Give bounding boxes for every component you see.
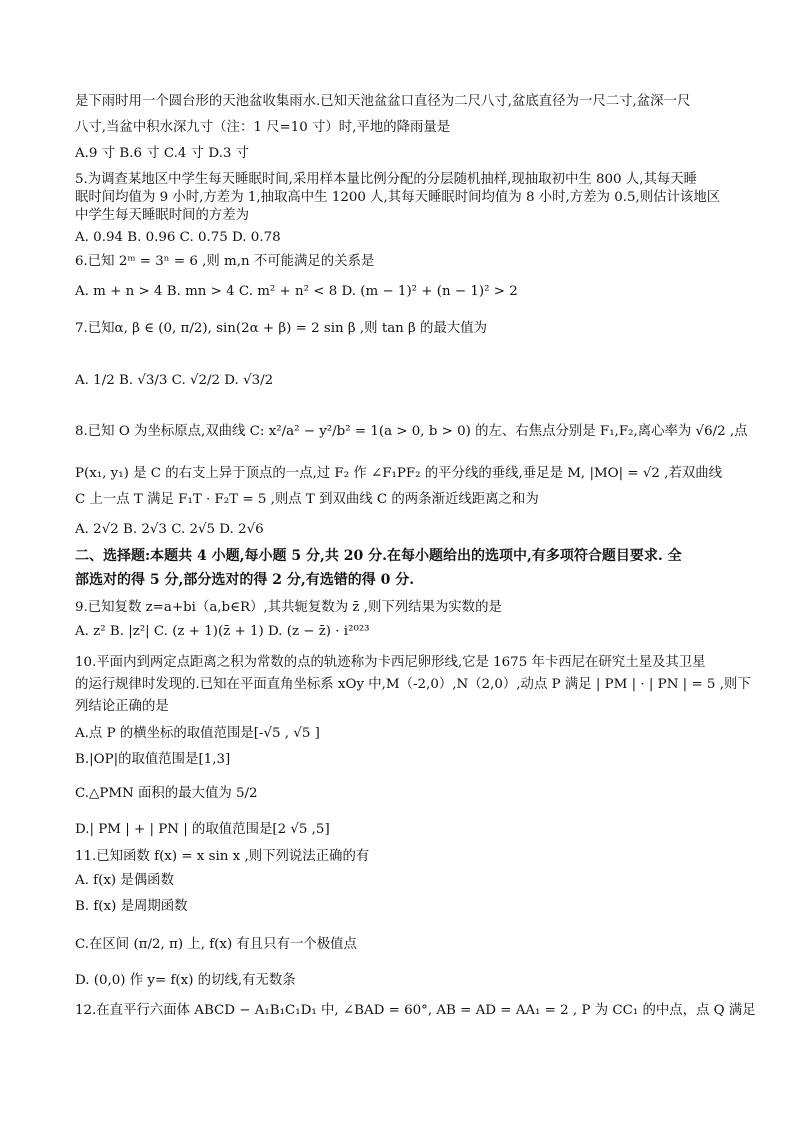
text-line: D. (0,0) 作 y= f(x) 的切线,有无数条 [75, 973, 296, 988]
text-line: A. z² B. |z²| C. (z + 1)(z̄ + 1) D. (z − z̄) · i²⁰²³ [75, 624, 370, 639]
text-line: A.9 寸 B.6 寸 C.4 寸 D.3 寸 [75, 146, 249, 161]
text-line: 12.在直平行六面体 ABCD − A₁B₁C₁D₁ 中, ∠BAD = 60°, AB = AD = AA₁ = 2 , P 为 CC₁ 的中点，点 Q 满足 [75, 1003, 756, 1018]
text-line: 是下雨时用一个圆台形的天池盆收集雨水.已知天池盆盆口直径为二尺八寸,盆底直径为一尺二寸,盆深一尺 [75, 94, 691, 109]
text-line: A. 0.94 B. 0.96 C. 0.75 D. 0.78 [75, 230, 281, 245]
text-line: D.| PM | + | PN | 的取值范围是[2 √5 ,5] [75, 822, 330, 837]
text-line: B.|OP|的取值范围是[1,3] [75, 752, 231, 767]
text-line: C 上一点 T 满足 F₁T · F₂T = 5 ,则点 T 到双曲线 C 的两条渐近线距离之和为 [75, 492, 539, 507]
text-line: C.△PMN 面积的最大值为 5/2 [75, 786, 258, 801]
text-line: 6.已知 2ᵐ = 3ⁿ = 6 ,则 m,n 不可能满足的关系是 [75, 254, 375, 269]
text-line: 眠时间均值为 9 小时,方差为 1,抽取高中生 1200 人,其每天睡眠时间均值为 8 小时,方差为 0.5,则估计该地区 [75, 190, 721, 205]
text-line: 八寸,当盆中积水深九寸（注：1 尺=10 寸）时,平地的降雨量是 [75, 120, 451, 135]
text-line: 9.已知复数 z=a+bi（a,b∈R）,其共轭复数为 z̄ ,则下列结果为实数的是 [75, 600, 502, 615]
section-heading: 二、选择题:本题共 4 小题,每小题 5 分,共 20 分.在每小题给出的选项中,有多项符合题目要求. 全 [75, 548, 682, 564]
text-line: 5.为调查某地区中学生每天睡眠时间,采用样本量比例分配的分层随机抽样,现抽取初中生 800 人,其每天睡 [75, 172, 698, 187]
text-line: A. f(x) 是偶函数 [75, 873, 174, 888]
text-line: 11.已知函数 f(x) = x sin x ,则下列说法正确的有 [75, 849, 370, 864]
text-line: B. f(x) 是周期函数 [75, 899, 188, 914]
text-line: 的运行规律时发现的.已知在平面直角坐标系 xOy 中,M（-2,0）,N（2,0）,动点 P 满足 | PM | · | PN | = 5 ,则下 [75, 677, 751, 692]
text-line: C.在区间 (π/2, π) 上, f(x) 有且只有一个极值点 [75, 937, 357, 952]
text-line: A. m + n > 4 B. mn > 4 C. m² + n² < 8 D. (m − 1)² + (n − 1)² > 2 [75, 284, 518, 299]
text-line: 中学生每天睡眠时间的方差为 [75, 208, 250, 223]
text-line: 列结论正确的是 [75, 699, 169, 714]
text-line: P(x₁, y₁) 是 C 的右支上异于顶点的一点,过 F₂ 作 ∠F₁PF₂ 的平分线的垂线,垂足是 M, |MO| = √2 ,若双曲线 [75, 466, 723, 481]
text-line: A. 2√2 B. 2√3 C. 2√5 D. 2√6 [75, 522, 264, 537]
text-line: A. 1/2 B. √3/3 C. √2/2 D. √3/2 [75, 373, 274, 388]
section-heading: 部选对的得 5 分,部分选对的得 2 分,有选错的得 0 分. [75, 572, 415, 588]
text-line: A.点 P 的横坐标的取值范围是[-√5 , √5 ] [75, 726, 320, 741]
text-line: 7.已知α, β ∈ (0, π/2), sin(2α + β) = 2 sin β ,则 tan β 的最大值为 [75, 321, 488, 336]
text-line: 8.已知 O 为坐标原点,双曲线 C: x²/a² − y²/b² = 1(a > 0, b > 0) 的左、右焦点分别是 F₁,F₂,离心率为 √6/2 ,点 [75, 424, 748, 439]
text-line: 10.平面内到两定点距离之积为常数的点的轨迹称为卡西尼卵形线,它是 1675 年卡西尼在研究土星及其卫星 [75, 655, 706, 670]
